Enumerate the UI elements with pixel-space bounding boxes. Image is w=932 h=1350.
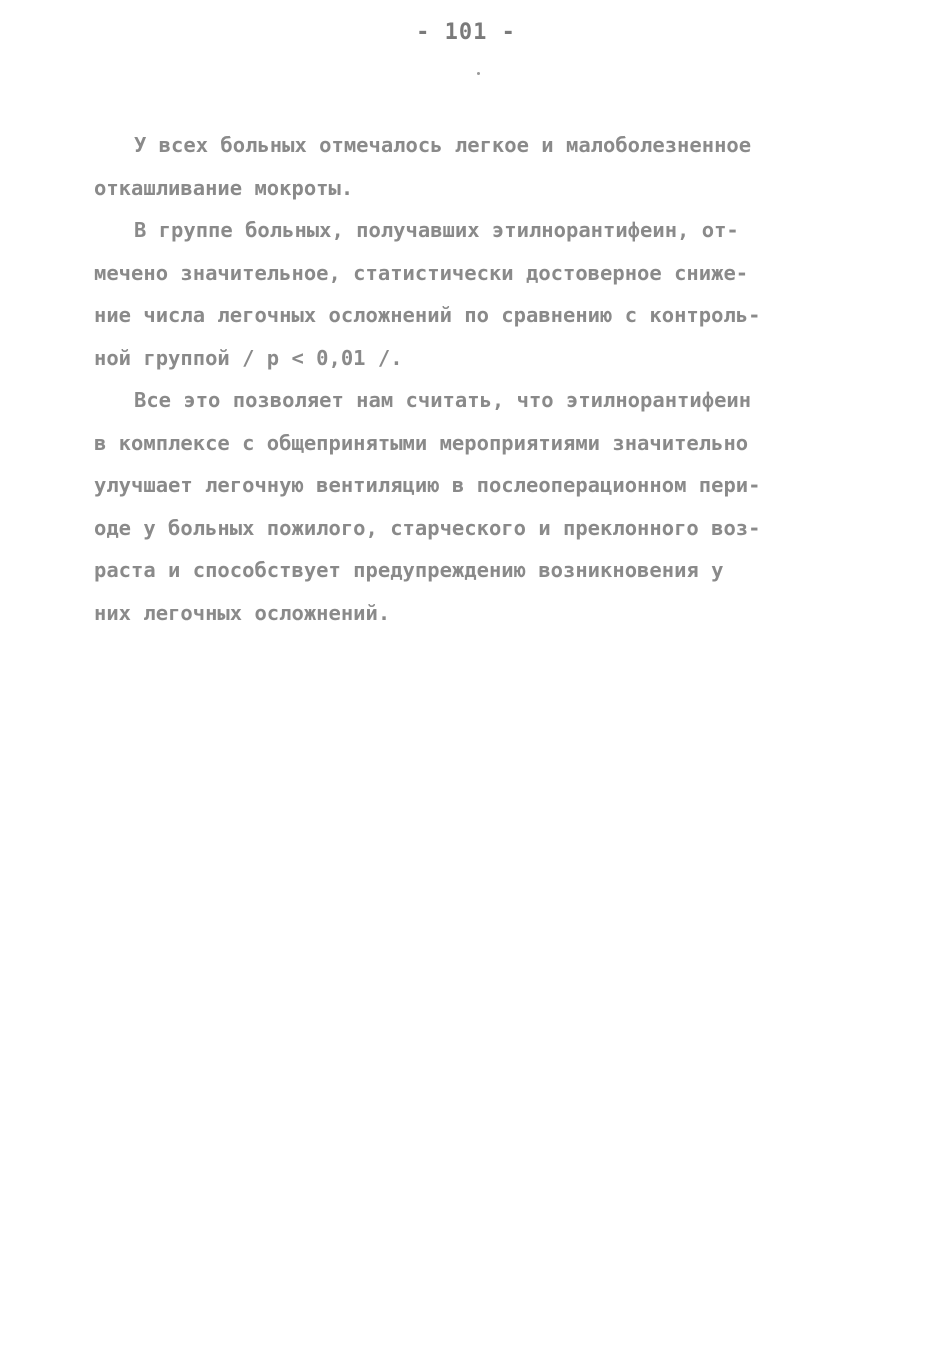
text-line: откашливание мокроты.: [94, 175, 354, 200]
text-line: оде у больных пожилого, старческого и преклонного воз-: [94, 515, 761, 540]
text-line: У всех больных отмечалось легкое и малоболезненное: [134, 133, 752, 157]
text-line: мечено значительное, статистически достоверное сниже-: [94, 260, 749, 285]
text-line: в комплексе с общепринятыми мероприятиями значительно: [94, 430, 749, 455]
text-line: раста и способствует предупреждению возникновения у: [94, 558, 724, 582]
scan-speck: [477, 72, 480, 75]
body-text: [94, 124, 854, 634]
page-number: - 101 -: [416, 20, 516, 45]
text-line: В группе больных, получавших этилнорантифеин, от-: [134, 218, 739, 242]
text-line: ной группой / р < 0,01 /.: [94, 345, 403, 370]
text-line: ние числа легочных осложнений по сравнению с контроль-: [94, 303, 761, 327]
text-line: улучшает легочную вентиляцию в послеоперационном пери-: [94, 473, 761, 497]
text-line: Все это позволяет нам считать, что этилнорантифеин: [134, 388, 752, 412]
text-line: них легочных осложнений.: [94, 600, 391, 625]
